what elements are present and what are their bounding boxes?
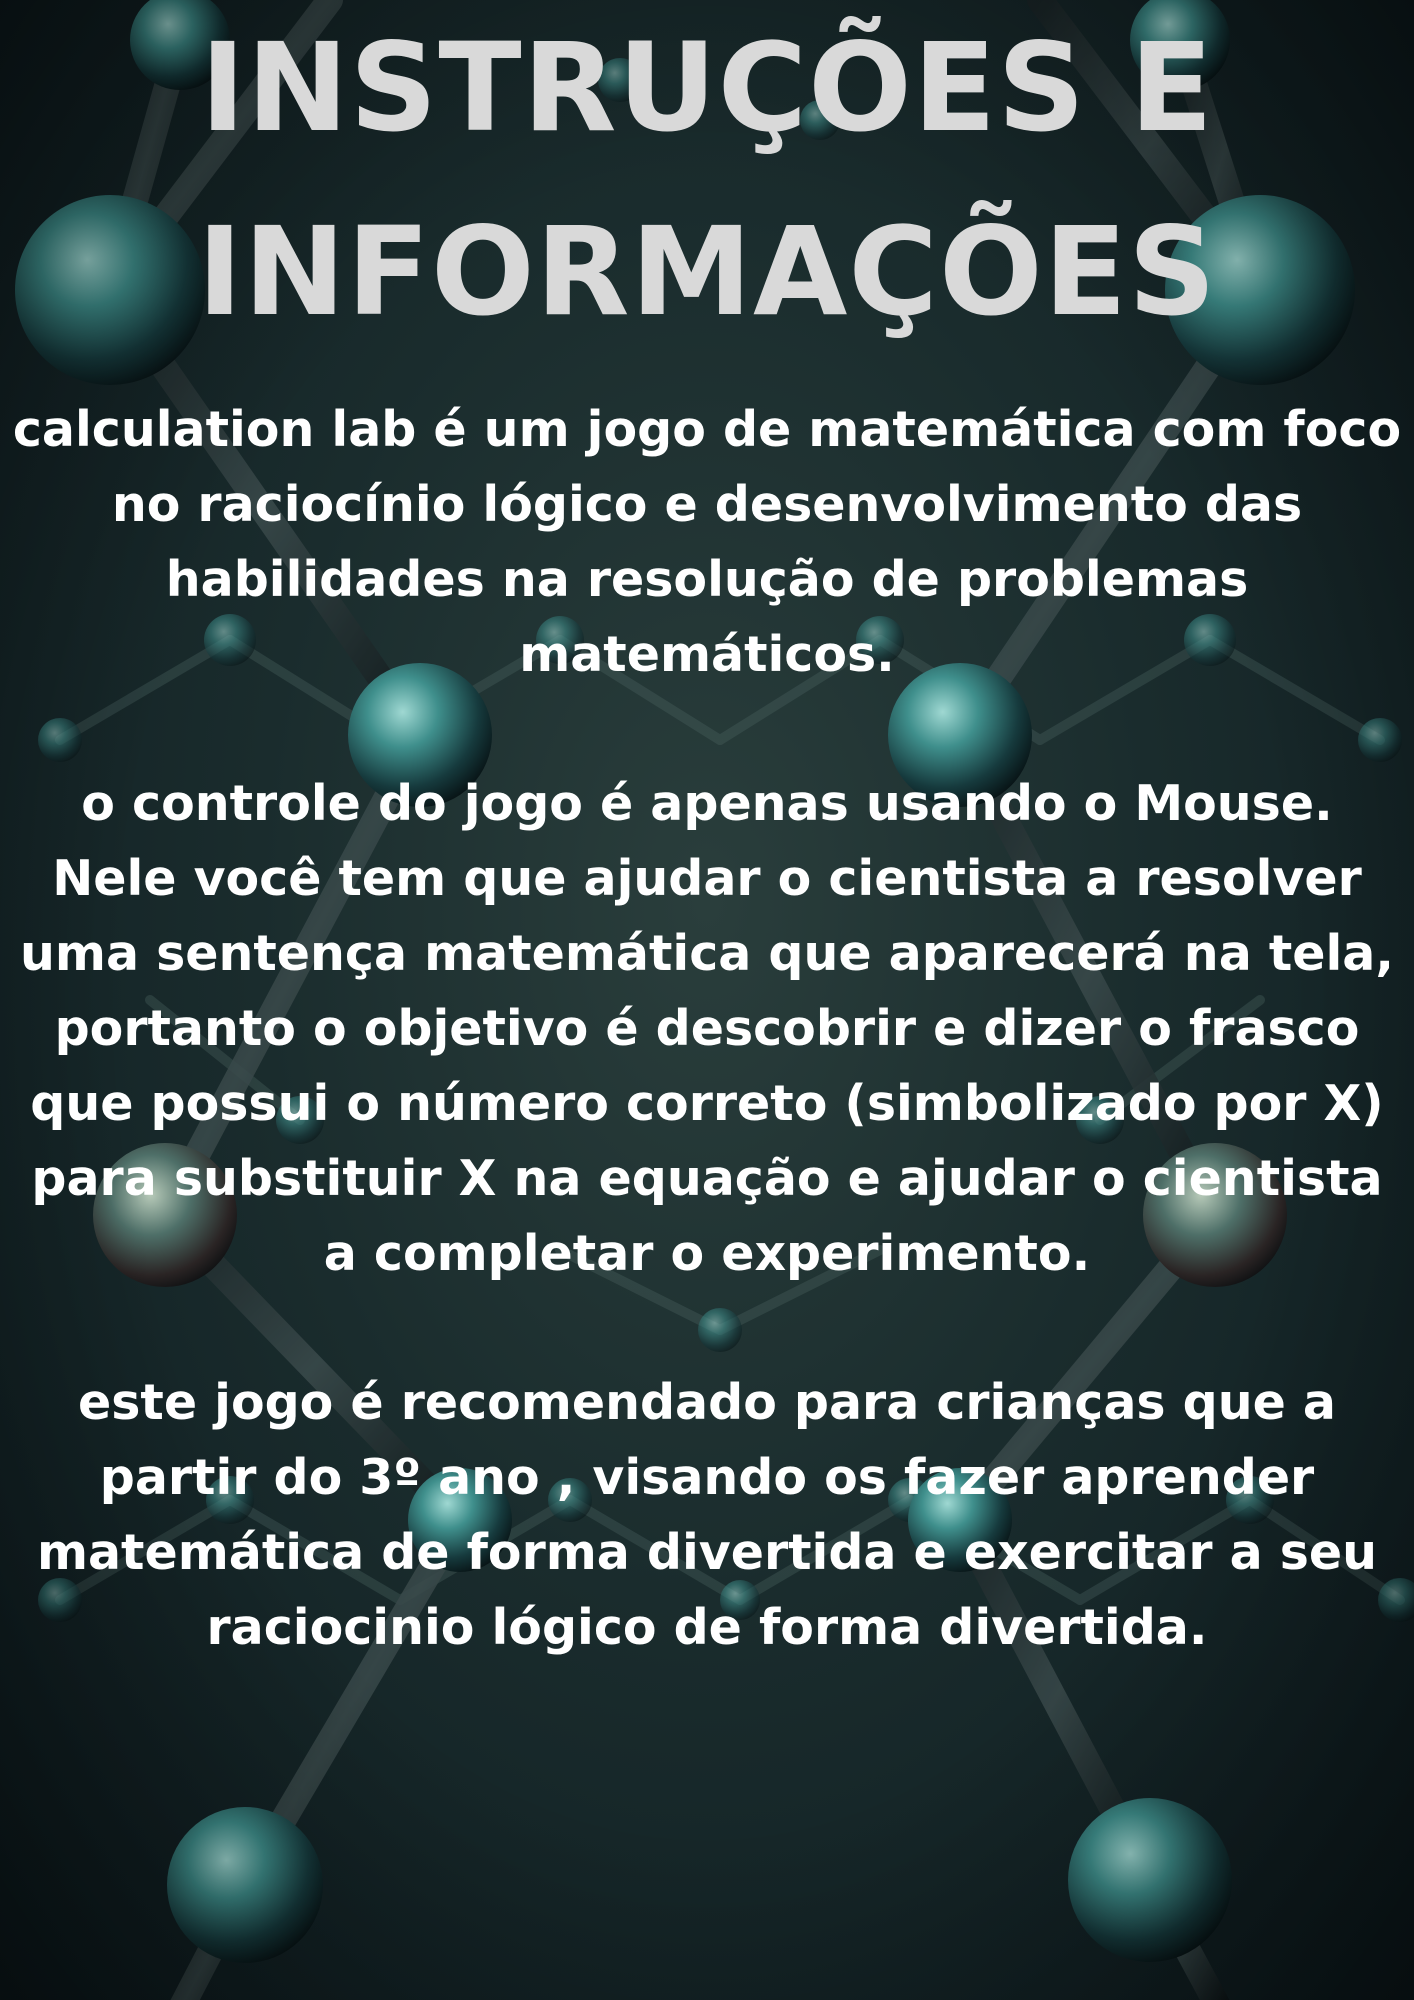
controls-line: que possui o número correto (simbolizado por X) — [30, 1075, 1384, 1132]
intro-line: matemáticos. — [519, 626, 895, 683]
controls-line: Nele você tem que ajudar o cientista a resolver — [52, 850, 1362, 907]
audience-paragraph — [0, 1365, 1414, 1665]
page-title — [0, 0, 1414, 364]
controls-line: a completar o experimento. — [323, 1225, 1091, 1282]
audience-line: este jogo é recomendado para crianças que a — [78, 1374, 1336, 1431]
audience-line: raciocinio lógico de forma divertida. — [206, 1599, 1208, 1656]
controls-line: o controle do jogo é apenas usando o Mouse. — [81, 775, 1333, 832]
controls-line: portanto o objetivo é descobrir e dizer o frasco — [54, 1000, 1360, 1057]
audience-line: partir do 3º ano , visando os fazer aprender — [99, 1449, 1315, 1506]
intro-line: habilidades na resolução de problemas — [165, 551, 1249, 608]
audience-line: matemática de forma divertida e exercitar a seu — [36, 1524, 1378, 1581]
title-line-2: INFORMAÇÕES — [197, 201, 1217, 343]
intro-line: no raciocínio lógico e desenvolvimento das — [111, 476, 1303, 533]
controls-line: para substituir X na equação e ajudar o cientista — [31, 1150, 1383, 1207]
controls-paragraph — [0, 766, 1414, 1291]
title-line-1: INSTRUÇÕES E — [200, 17, 1214, 159]
intro-paragraph — [0, 392, 1414, 692]
intro-line: calculation lab é um jogo de matemática com foco — [12, 401, 1402, 458]
controls-line: uma sentença matemática que aparecerá na tela, — [20, 925, 1394, 982]
